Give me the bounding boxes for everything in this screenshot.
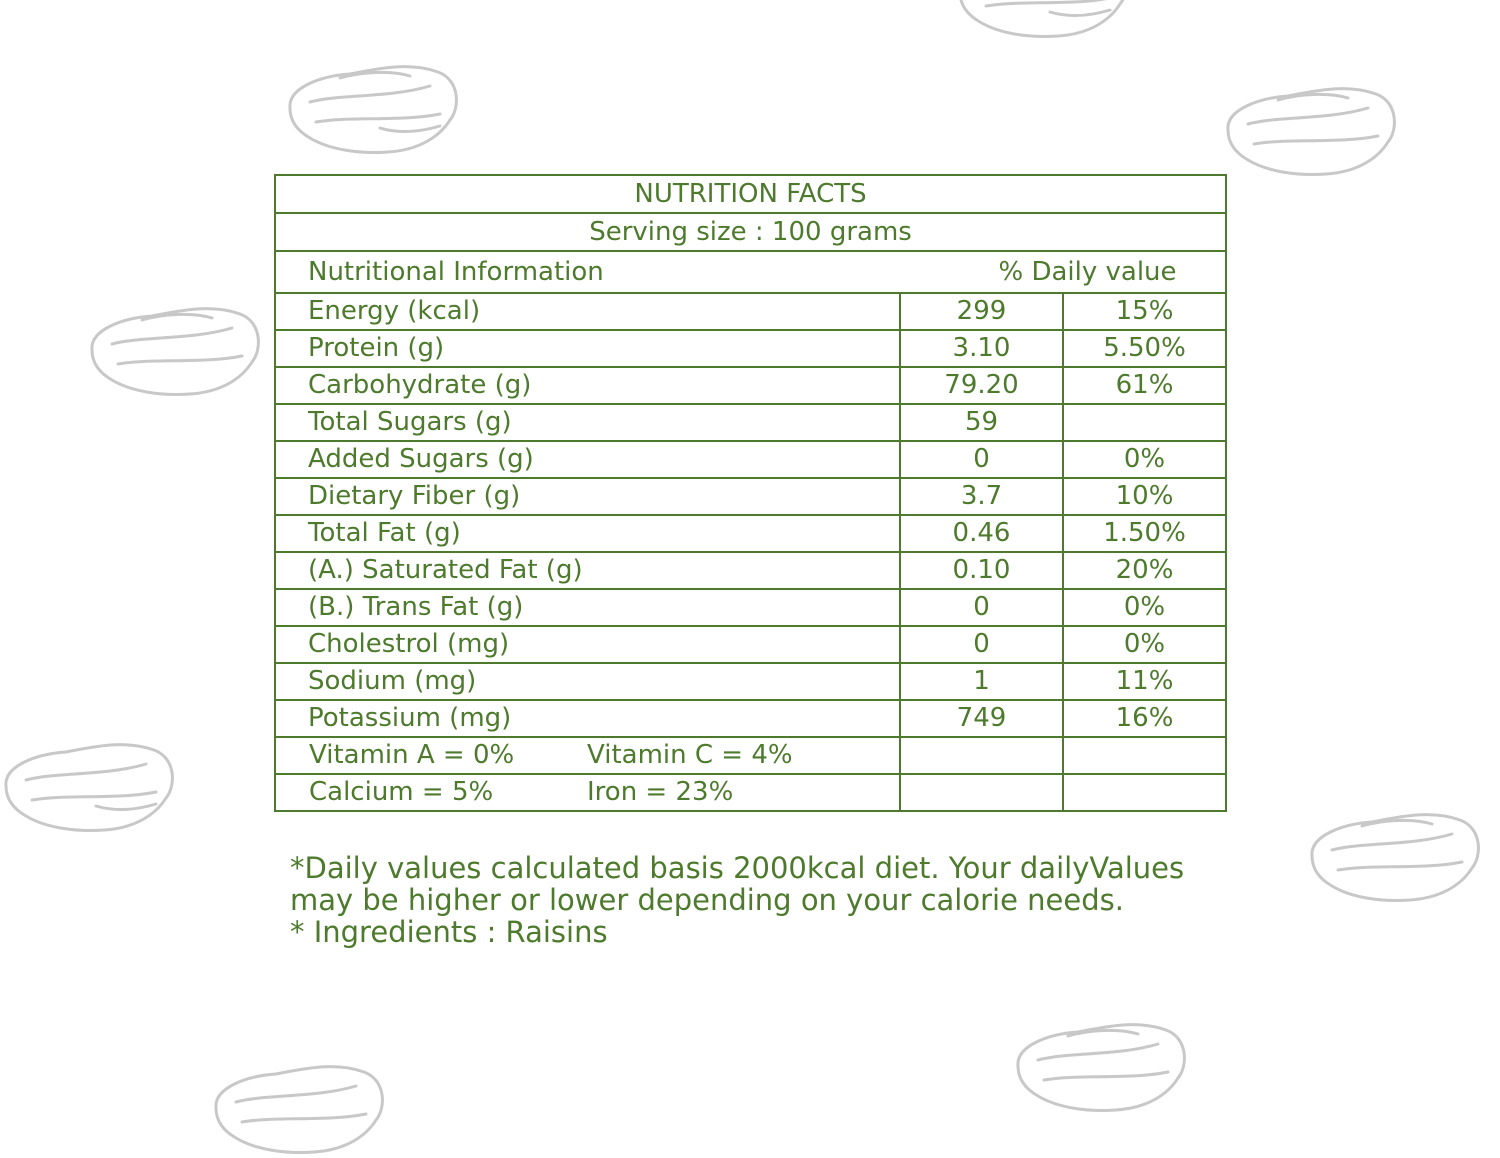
table-row <box>275 626 1226 663</box>
vitamin-a: Vitamin A = 0% <box>309 740 515 770</box>
header-daily-value: % Daily value <box>900 251 1226 293</box>
table-row <box>275 404 1226 441</box>
table-row <box>275 552 1226 589</box>
raisin-icon <box>0 736 178 836</box>
table-row <box>275 700 1226 737</box>
nutrient-daily-value: 1.50% <box>1063 515 1226 552</box>
raisin-icon <box>1218 80 1400 180</box>
nutrient-name: Cholestrol (mg) <box>275 626 900 663</box>
nutrient-amount: 0 <box>900 589 1063 626</box>
nutrient-name: Total Fat (g) <box>275 515 900 552</box>
raisin-icon <box>1008 1016 1190 1116</box>
vitamin-row <box>275 737 1226 774</box>
footnote-line-3: * Ingredients : Raisins <box>290 915 608 949</box>
header-nutritional-information: Nutritional Information <box>275 251 900 293</box>
table-row <box>275 663 1226 700</box>
nutrient-amount: 0 <box>900 441 1063 478</box>
nutrient-name: Total Sugars (g) <box>275 404 900 441</box>
nutrient-daily-value <box>1063 404 1226 441</box>
nutrient-rows <box>275 293 1226 737</box>
footnote <box>290 852 1250 948</box>
nutrient-amount: 3.7 <box>900 478 1063 515</box>
empty-cell <box>1063 737 1226 774</box>
empty-cell <box>900 774 1063 811</box>
nutrient-name: Carbohydrate (g) <box>275 367 900 404</box>
nutrient-daily-value: 16% <box>1063 700 1226 737</box>
nutrient-daily-value: 0% <box>1063 441 1226 478</box>
table-row <box>275 367 1226 404</box>
nutrient-name: Protein (g) <box>275 330 900 367</box>
nutrient-name: Potassium (mg) <box>275 700 900 737</box>
nutrient-amount: 3.10 <box>900 330 1063 367</box>
nutrient-daily-value: 10% <box>1063 478 1226 515</box>
table-row <box>275 293 1226 330</box>
footnote-line-1: *Daily values calculated basis 2000kcal diet. Your dailyValues <box>290 851 1185 885</box>
table-row <box>275 589 1226 626</box>
calcium: Calcium = 5% <box>309 777 494 807</box>
nutrient-daily-value: 15% <box>1063 293 1226 330</box>
raisin-icon <box>280 58 462 158</box>
nutrient-daily-value: 0% <box>1063 626 1226 663</box>
raisin-icon <box>1302 806 1484 906</box>
nutrient-amount: 0 <box>900 626 1063 663</box>
vitamin-cell <box>275 737 900 774</box>
title-row <box>275 175 1226 213</box>
raisin-icon <box>82 300 264 400</box>
raisin-icon <box>206 1058 388 1158</box>
vitamin-c: Vitamin C = 4% <box>587 740 793 770</box>
table-title: NUTRITION FACTS <box>275 175 1226 213</box>
nutrient-amount: 0.46 <box>900 515 1063 552</box>
nutrient-amount: 749 <box>900 700 1063 737</box>
nutrient-amount: 0.10 <box>900 552 1063 589</box>
nutrient-name: Energy (kcal) <box>275 293 900 330</box>
nutrient-name: Added Sugars (g) <box>275 441 900 478</box>
footnote-line-2: may be higher or lower depending on your calorie needs. <box>290 883 1124 917</box>
nutrient-amount: 1 <box>900 663 1063 700</box>
nutrient-amount: 79.20 <box>900 367 1063 404</box>
table-row <box>275 441 1226 478</box>
nutrition-table <box>274 174 1227 812</box>
empty-cell <box>900 737 1063 774</box>
nutrient-name: (A.) Saturated Fat (g) <box>275 552 900 589</box>
nutrient-name: Dietary Fiber (g) <box>275 478 900 515</box>
table-row <box>275 515 1226 552</box>
mineral-row <box>275 774 1226 811</box>
nutrient-daily-value: 61% <box>1063 367 1226 404</box>
serving-size: Serving size : 100 grams <box>275 213 1226 251</box>
iron: Iron = 23% <box>587 777 734 807</box>
raisin-icon <box>950 0 1132 42</box>
nutrient-amount: 59 <box>900 404 1063 441</box>
table-row <box>275 478 1226 515</box>
empty-cell <box>1063 774 1226 811</box>
nutrient-daily-value: 11% <box>1063 663 1226 700</box>
nutrient-daily-value: 20% <box>1063 552 1226 589</box>
table-row <box>275 330 1226 367</box>
serving-row <box>275 213 1226 251</box>
nutrient-name: Sodium (mg) <box>275 663 900 700</box>
mineral-cell <box>275 774 900 811</box>
nutrient-name: (B.) Trans Fat (g) <box>275 589 900 626</box>
nutrition-facts-panel <box>274 174 1225 812</box>
nutrient-daily-value: 5.50% <box>1063 330 1226 367</box>
header-row <box>275 251 1226 293</box>
nutrient-amount: 299 <box>900 293 1063 330</box>
nutrient-daily-value: 0% <box>1063 589 1226 626</box>
